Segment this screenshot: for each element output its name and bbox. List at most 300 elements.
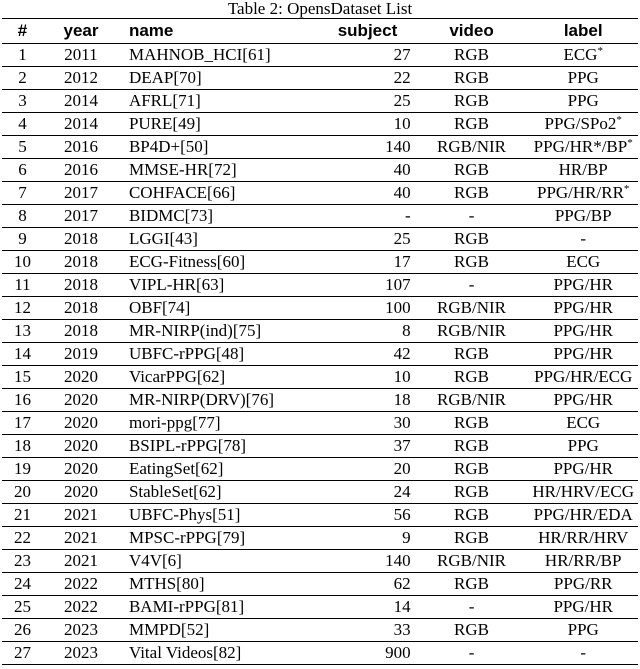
cell-year <box>43 550 119 573</box>
footnote-mark: * <box>623 183 630 195</box>
cell-video-text: RGB <box>454 344 490 363</box>
cell-year <box>43 228 119 251</box>
cell-year <box>43 320 119 343</box>
cell-video <box>415 228 529 251</box>
cell-index <box>2 619 43 642</box>
cell-video <box>415 366 529 389</box>
cell-video-text: RGB/NIR <box>437 390 507 409</box>
cell-label-text: ECG <box>566 252 601 271</box>
cell-label <box>528 596 638 619</box>
cell-label <box>528 274 638 297</box>
cell-index-text: 5 <box>18 137 27 156</box>
cell-index <box>2 550 43 573</box>
cell-video-text: RGB/NIR <box>437 298 507 317</box>
cell-video <box>415 182 529 205</box>
cell-year <box>43 67 119 90</box>
cell-subject <box>320 366 414 389</box>
cell-label-text: PPG/BP <box>554 206 612 225</box>
cell-index-text: 16 <box>14 390 31 409</box>
cell-year <box>43 182 119 205</box>
cell-name <box>119 320 320 343</box>
cell-subject <box>320 205 414 228</box>
cell-video <box>415 619 529 642</box>
cell-index <box>2 389 43 412</box>
cell-name-text: MPSC-rPPG[79] <box>128 528 246 547</box>
cell-label-text: PPG/HR <box>553 597 613 616</box>
cell-year-text: 2021 <box>63 528 98 547</box>
cell-year-text: 2017 <box>63 183 98 202</box>
cell-subject-text: 40 <box>393 160 411 179</box>
cell-name-text: MAHNOB_HCI[61] <box>128 45 271 64</box>
cell-subject <box>320 481 414 504</box>
cell-year <box>43 642 119 665</box>
cell-year-text: 2022 <box>63 574 98 593</box>
cell-index-text: 11 <box>14 275 31 294</box>
cell-index-text: 2 <box>18 68 27 87</box>
cell-index-text: 1 <box>18 45 27 64</box>
cell-video-text: RGB <box>454 459 490 478</box>
cell-subject-text: 900 <box>385 643 411 662</box>
cell-year-text: 2018 <box>63 321 98 340</box>
cell-subject-text: 42 <box>393 344 411 363</box>
cell-index-text: 21 <box>14 505 31 524</box>
cell-video <box>415 274 529 297</box>
cell-video-text: RGB/NIR <box>437 137 507 156</box>
dataset-table <box>2 18 638 665</box>
cell-name <box>119 619 320 642</box>
table-row <box>2 67 638 90</box>
cell-subject-text: 140 <box>385 137 411 156</box>
cell-subject-text: 30 <box>393 413 411 432</box>
cell-year <box>43 44 119 67</box>
cell-video-text: RGB <box>454 160 490 179</box>
cell-video-text: RGB <box>454 436 490 455</box>
cell-index <box>2 412 43 435</box>
cell-year <box>43 159 119 182</box>
cell-label <box>528 504 638 527</box>
cell-video <box>415 113 529 136</box>
cell-label <box>528 458 638 481</box>
cell-subject-text: 10 <box>393 367 411 386</box>
cell-subject-text: 62 <box>393 574 411 593</box>
cell-subject-text: 25 <box>393 229 411 248</box>
cell-subject <box>320 412 414 435</box>
cell-index-text: 19 <box>14 459 31 478</box>
table-row <box>2 251 638 274</box>
cell-subject-text: 14 <box>393 597 411 616</box>
cell-name <box>119 573 320 596</box>
cell-subject <box>320 504 414 527</box>
header-year: year <box>43 19 119 44</box>
cell-year-text: 2012 <box>63 68 98 87</box>
cell-year-text: 2014 <box>63 91 98 110</box>
cell-name <box>119 274 320 297</box>
cell-name <box>119 44 320 67</box>
cell-video-text: RGB <box>454 45 490 64</box>
cell-video-text: RGB <box>454 528 490 547</box>
cell-video <box>415 251 529 274</box>
cell-year <box>43 205 119 228</box>
table-row <box>2 228 638 251</box>
cell-label <box>528 435 638 458</box>
cell-video <box>415 320 529 343</box>
table-row <box>2 366 638 389</box>
cell-label-text: HR/RR/HRV <box>538 528 629 547</box>
cell-name <box>119 159 320 182</box>
cell-name-text: MTHS[80] <box>128 574 205 593</box>
cell-video <box>415 527 529 550</box>
cell-index-text: 25 <box>14 597 31 616</box>
cell-label-text: PPG <box>567 91 599 110</box>
cell-label <box>528 90 638 113</box>
cell-year <box>43 481 119 504</box>
cell-label-text: PPG/HR <box>553 459 613 478</box>
cell-name <box>119 228 320 251</box>
cell-subject-text: 9 <box>402 528 411 547</box>
cell-year-text: 2022 <box>63 597 98 616</box>
cell-year-text: 2020 <box>63 459 98 478</box>
cell-video <box>415 481 529 504</box>
table-row <box>2 527 638 550</box>
cell-video-text: - <box>468 275 475 294</box>
cell-index <box>2 205 43 228</box>
cell-label-text: PPG/HR <box>553 298 613 317</box>
cell-subject <box>320 44 414 67</box>
cell-subject <box>320 274 414 297</box>
cell-index-text: 9 <box>18 229 27 248</box>
cell-video <box>415 343 529 366</box>
cell-subject <box>320 389 414 412</box>
cell-index <box>2 136 43 159</box>
cell-label <box>528 182 638 205</box>
cell-label <box>528 481 638 504</box>
cell-subject-text: 100 <box>385 298 411 317</box>
cell-label-text: PPG/HR <box>553 275 613 294</box>
cell-subject <box>320 136 414 159</box>
cell-name <box>119 136 320 159</box>
table-row <box>2 573 638 596</box>
cell-video-text: RGB <box>454 413 490 432</box>
cell-year-text: 2018 <box>63 275 98 294</box>
table-row <box>2 458 638 481</box>
cell-video-text: - <box>468 597 475 616</box>
cell-label-text: PPG/HR*/BP <box>533 137 628 156</box>
cell-video-text: RGB/NIR <box>437 551 507 570</box>
cell-index <box>2 113 43 136</box>
cell-subject-text: 25 <box>393 91 411 110</box>
cell-video-text: RGB <box>454 620 490 639</box>
cell-label-text: PPG <box>567 68 599 87</box>
cell-index <box>2 251 43 274</box>
cell-year <box>43 596 119 619</box>
cell-video <box>415 412 529 435</box>
cell-name-text: BAMI-rPPG[81] <box>128 597 245 616</box>
cell-name-text: PURE[49] <box>128 114 201 133</box>
cell-name <box>119 67 320 90</box>
cell-index <box>2 274 43 297</box>
cell-index-text: 15 <box>14 367 31 386</box>
cell-index <box>2 90 43 113</box>
cell-video <box>415 44 529 67</box>
cell-video-text: - <box>468 643 475 662</box>
cell-year <box>43 251 119 274</box>
cell-year <box>43 527 119 550</box>
cell-subject-text: 8 <box>402 321 411 340</box>
header-name: name <box>119 19 320 44</box>
cell-subject <box>320 90 414 113</box>
cell-year-text: 2019 <box>63 344 98 363</box>
cell-name <box>119 412 320 435</box>
cell-video <box>415 297 529 320</box>
cell-label <box>528 550 638 573</box>
cell-name <box>119 182 320 205</box>
header-row <box>2 19 638 44</box>
cell-subject <box>320 228 414 251</box>
cell-name <box>119 297 320 320</box>
cell-label-text: PPG/HR/ECG <box>534 367 633 386</box>
cell-label-text: ECG <box>563 45 598 64</box>
cell-subject-text: 22 <box>393 68 411 87</box>
cell-name <box>119 435 320 458</box>
cell-subject <box>320 458 414 481</box>
cell-label <box>528 389 638 412</box>
cell-label-text: PPG/HR/RR <box>536 183 624 202</box>
cell-video <box>415 205 529 228</box>
cell-video <box>415 573 529 596</box>
table-body <box>2 44 638 665</box>
table-row <box>2 619 638 642</box>
cell-index-text: 23 <box>14 551 31 570</box>
cell-index <box>2 44 43 67</box>
cell-video <box>415 458 529 481</box>
cell-subject <box>320 113 414 136</box>
cell-video <box>415 90 529 113</box>
cell-index-text: 4 <box>18 114 27 133</box>
cell-label-text: PPG/SPo2 <box>544 114 617 133</box>
cell-year <box>43 619 119 642</box>
cell-index-text: 24 <box>14 574 31 593</box>
cell-label <box>528 343 638 366</box>
cell-subject-text: 40 <box>393 183 411 202</box>
cell-name-text: ECG-Fitness[60] <box>128 252 246 271</box>
cell-name <box>119 458 320 481</box>
cell-subject <box>320 251 414 274</box>
cell-name-text: MMPD[52] <box>128 620 210 639</box>
cell-subject <box>320 619 414 642</box>
cell-year-text: 2018 <box>63 229 98 248</box>
cell-video <box>415 642 529 665</box>
cell-name-text: mori-ppg[77] <box>128 413 221 432</box>
cell-name-text: VIPL-HR[63] <box>128 275 225 294</box>
table-row <box>2 44 638 67</box>
cell-label-text: HR/HRV/ECG <box>532 482 634 501</box>
cell-name <box>119 251 320 274</box>
cell-subject-text: 107 <box>385 275 411 294</box>
cell-year <box>43 435 119 458</box>
cell-label-text: - <box>580 643 587 662</box>
cell-label <box>528 412 638 435</box>
cell-index-text: 27 <box>14 643 31 662</box>
cell-year <box>43 297 119 320</box>
cell-index <box>2 228 43 251</box>
cell-index <box>2 366 43 389</box>
cell-year-text: 2020 <box>63 367 98 386</box>
cell-name-text: UBFC-Phys[51] <box>128 505 241 524</box>
cell-index-text: 8 <box>18 206 27 225</box>
cell-label-text: PPG/HR <box>553 390 613 409</box>
table-row <box>2 90 638 113</box>
cell-name-text: BIDMC[73] <box>128 206 214 225</box>
cell-name-text: VicarPPG[62] <box>128 367 226 386</box>
cell-label-text: PPG/HR <box>553 321 613 340</box>
cell-name-text: AFRL[71] <box>128 91 201 110</box>
cell-subject-text: 33 <box>393 620 411 639</box>
cell-year <box>43 113 119 136</box>
cell-year <box>43 412 119 435</box>
cell-subject <box>320 343 414 366</box>
cell-year-text: 2023 <box>63 643 98 662</box>
cell-subject <box>320 435 414 458</box>
cell-index <box>2 182 43 205</box>
cell-subject <box>320 159 414 182</box>
cell-index <box>2 458 43 481</box>
cell-video <box>415 596 529 619</box>
cell-label-text: HR/RR/BP <box>544 551 622 570</box>
cell-name <box>119 642 320 665</box>
cell-year-text: 2016 <box>63 137 98 156</box>
table-row <box>2 274 638 297</box>
cell-year-text: 2020 <box>63 413 98 432</box>
cell-year-text: 2016 <box>63 160 98 179</box>
cell-index-text: 22 <box>14 528 31 547</box>
header-video: video <box>415 19 529 44</box>
cell-year <box>43 504 119 527</box>
cell-label-text: PPG/HR <box>553 344 613 363</box>
cell-name-text: LGGI[43] <box>128 229 198 248</box>
cell-video-text: RGB <box>454 183 490 202</box>
cell-subject-text: - <box>404 206 411 225</box>
cell-subject <box>320 527 414 550</box>
cell-label <box>528 527 638 550</box>
cell-video <box>415 159 529 182</box>
cell-label <box>528 251 638 274</box>
cell-year <box>43 136 119 159</box>
cell-index-text: 3 <box>18 91 27 110</box>
cell-year <box>43 343 119 366</box>
cell-index-text: 13 <box>14 321 31 340</box>
cell-index <box>2 527 43 550</box>
cell-name-text: UBFC-rPPG[48] <box>128 344 245 363</box>
cell-label-text: ECG <box>566 413 601 432</box>
table-row <box>2 596 638 619</box>
cell-index-text: 10 <box>14 252 31 271</box>
cell-subject-text: 18 <box>393 390 411 409</box>
header-subject: subject <box>320 19 414 44</box>
cell-name <box>119 596 320 619</box>
table-row <box>2 504 638 527</box>
cell-video-text: RGB <box>454 68 490 87</box>
cell-index-text: 26 <box>14 620 31 639</box>
cell-name-text: COHFACE[66] <box>128 183 236 202</box>
cell-subject <box>320 297 414 320</box>
cell-label <box>528 205 638 228</box>
footnote-mark: * <box>627 137 633 149</box>
cell-video <box>415 550 529 573</box>
cell-subject-text: 56 <box>393 505 411 524</box>
cell-name <box>119 113 320 136</box>
cell-label <box>528 67 638 90</box>
cell-name-text: MMSE-HR[72] <box>128 160 237 179</box>
cell-video <box>415 504 529 527</box>
cell-name-text: BP4D+[50] <box>128 137 209 156</box>
cell-name <box>119 550 320 573</box>
table-caption: Table 2: OpensDataset List <box>227 0 413 18</box>
cell-name <box>119 343 320 366</box>
table-row <box>2 320 638 343</box>
cell-name-text: MR-NIRP(DRV)[76] <box>128 390 274 409</box>
cell-label <box>528 619 638 642</box>
cell-index <box>2 596 43 619</box>
cell-index <box>2 573 43 596</box>
cell-name-text: EatingSet[62] <box>128 459 224 478</box>
cell-year-text: 2018 <box>63 298 98 317</box>
cell-subject-text: 27 <box>393 45 411 64</box>
cell-label-text: HR/BP <box>558 160 608 179</box>
cell-name <box>119 90 320 113</box>
cell-label <box>528 136 638 159</box>
cell-video-text: RGB <box>454 114 490 133</box>
cell-video-text: - <box>468 206 475 225</box>
cell-index <box>2 320 43 343</box>
cell-label <box>528 228 638 251</box>
cell-year <box>43 389 119 412</box>
cell-subject-text: 37 <box>393 436 411 455</box>
cell-index <box>2 504 43 527</box>
footnote-mark: * <box>616 114 622 126</box>
table-row <box>2 297 638 320</box>
cell-year <box>43 366 119 389</box>
cell-name-text: StableSet[62] <box>128 482 222 501</box>
cell-year-text: 2011 <box>64 45 98 64</box>
cell-video-text: RGB <box>454 252 490 271</box>
cell-label <box>528 642 638 665</box>
table-row <box>2 159 638 182</box>
cell-year <box>43 90 119 113</box>
cell-year-text: 2017 <box>63 206 98 225</box>
cell-subject-text: 140 <box>385 551 411 570</box>
table-row <box>2 113 638 136</box>
cell-video-text: RGB <box>454 229 490 248</box>
cell-index-text: 14 <box>14 344 31 363</box>
cell-index <box>2 435 43 458</box>
cell-year-text: 2014 <box>63 114 98 133</box>
cell-label-text: PPG/HR/EDA <box>533 505 633 524</box>
cell-year-text: 2018 <box>63 252 98 271</box>
cell-label <box>528 320 638 343</box>
cell-subject <box>320 596 414 619</box>
table-row <box>2 412 638 435</box>
cell-subject <box>320 67 414 90</box>
cell-index-text: 20 <box>14 482 31 501</box>
cell-year-text: 2023 <box>63 620 98 639</box>
cell-index-text: 6 <box>18 160 27 179</box>
table-row <box>2 481 638 504</box>
cell-name-text: OBF[74] <box>128 298 191 317</box>
table-row <box>2 136 638 159</box>
cell-subject <box>320 642 414 665</box>
cell-label-text: - <box>580 229 587 248</box>
cell-label <box>528 297 638 320</box>
